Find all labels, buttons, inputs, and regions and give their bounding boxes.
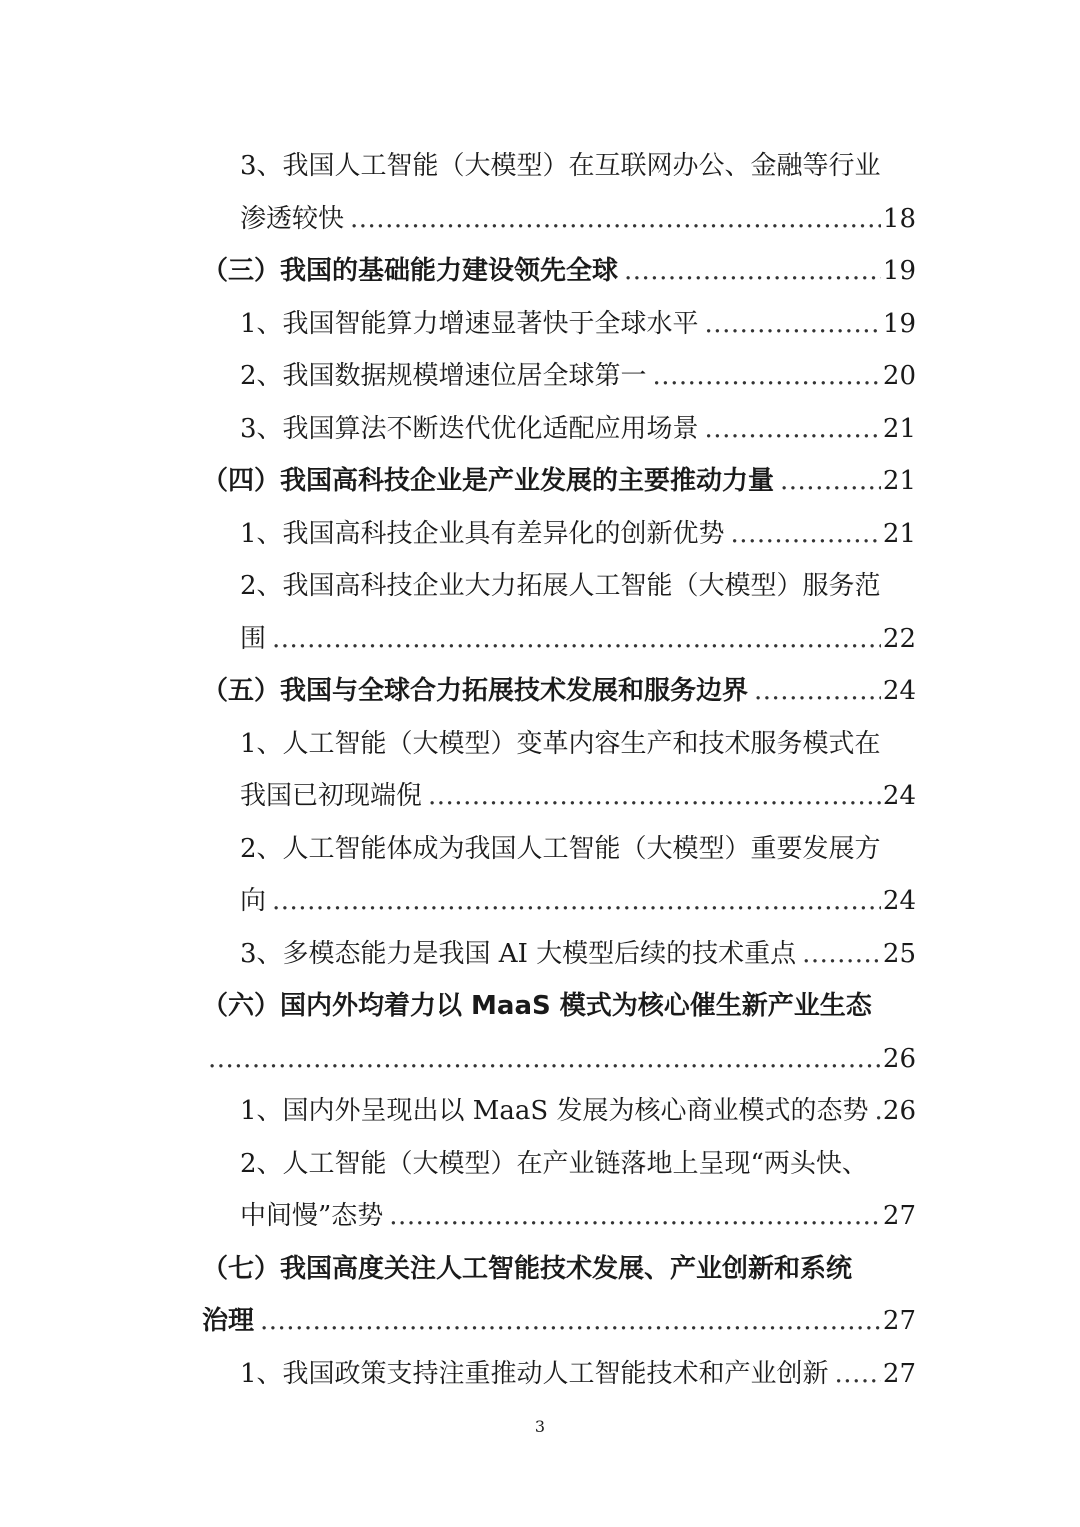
toc-entry[interactable] bbox=[202, 350, 916, 403]
toc-dot-leader bbox=[875, 1085, 881, 1138]
toc-page-number: 27 bbox=[882, 1358, 916, 1389]
page-number: 3 bbox=[534, 1417, 546, 1436]
toc-entry-text: 2、我国数据规模增速位居全球第一 bbox=[240, 361, 647, 391]
toc-page-number: 18 bbox=[882, 203, 916, 234]
toc-section-entry[interactable] bbox=[202, 455, 916, 508]
toc-page-number: 24 bbox=[882, 676, 916, 706]
toc-entry-text: 1、我国高科技企业具有差异化的创新优势 bbox=[240, 518, 725, 549]
toc-dot-leader bbox=[272, 875, 881, 928]
toc-page-number: 21 bbox=[882, 518, 916, 549]
toc-dot-leader bbox=[754, 665, 881, 718]
toc-page-number: 20 bbox=[882, 361, 916, 391]
toc-dot-leader bbox=[208, 1033, 881, 1086]
toc-entry[interactable] bbox=[202, 403, 916, 456]
toc-page-number: 24 bbox=[882, 781, 916, 811]
toc-page-number: 27 bbox=[882, 1201, 916, 1231]
toc-dot-leader bbox=[272, 613, 881, 666]
toc-entry-text: 2、人工智能体成为我国人工智能（大模型）重要发展方 bbox=[240, 833, 881, 864]
toc-entry-text: 3、我国算法不断迭代优化适配应用场景 bbox=[240, 413, 699, 444]
toc-dot-leader bbox=[350, 193, 881, 246]
toc-entry-text: （五）我国与全球合力拓展技术发展和服务边界 bbox=[202, 676, 749, 706]
toc-dot-leader bbox=[624, 245, 881, 298]
table-of-contents bbox=[202, 140, 916, 1400]
toc-entry[interactable] bbox=[202, 1138, 916, 1243]
toc-entry-text: 3、多模态能力是我国 AI 大模型后续的技术重点 bbox=[240, 938, 797, 969]
toc-entry[interactable] bbox=[202, 1085, 916, 1138]
toc-entry-text: （四）我国高科技企业是产业发展的主要推动力量 bbox=[202, 466, 775, 496]
toc-entry-text: 中间慢”态势 bbox=[240, 1201, 384, 1231]
toc-page-number: 26 bbox=[882, 1096, 916, 1126]
toc-entry[interactable] bbox=[202, 560, 916, 665]
toc-page-number: 25 bbox=[882, 938, 916, 969]
toc-entry-text: 1、国内外呈现出以 MaaS 发展为核心商业模式的态势 bbox=[240, 1096, 869, 1126]
toc-dot-leader bbox=[731, 508, 881, 561]
toc-page-number: 22 bbox=[882, 623, 916, 654]
toc-dot-leader bbox=[802, 928, 881, 981]
toc-entry-text: 2、我国高科技企业大力拓展人工智能（大模型）服务范 bbox=[240, 571, 881, 601]
toc-entry[interactable] bbox=[202, 508, 916, 561]
toc-entry-text: 1、人工智能（大模型）变革内容生产和技术服务模式在 bbox=[240, 728, 881, 759]
toc-dot-leader bbox=[653, 350, 881, 403]
toc-dot-leader bbox=[260, 1295, 881, 1348]
toc-dot-leader bbox=[835, 1348, 881, 1401]
toc-entry[interactable] bbox=[202, 298, 916, 351]
toc-entry-text: 渗透较快 bbox=[240, 203, 345, 234]
toc-dot-leader bbox=[705, 298, 881, 351]
toc-entry-text: （三）我国的基础能力建设领先全球 bbox=[202, 256, 619, 286]
toc-page-number: 19 bbox=[882, 308, 916, 339]
toc-entry-text: 向 bbox=[240, 886, 267, 916]
toc-section-entry[interactable] bbox=[202, 665, 916, 718]
toc-page-number: 21 bbox=[882, 466, 916, 496]
toc-entry-text: （六）国内外均着力以 MaaS 模式为核心催生新产业生态 bbox=[202, 991, 872, 1021]
toc-page-number: 24 bbox=[882, 886, 916, 916]
toc-page-number: 21 bbox=[882, 413, 916, 444]
toc-entry[interactable] bbox=[202, 928, 916, 981]
toc-entry-text: 2、人工智能（大模型）在产业链落地上呈现“两头快、 bbox=[240, 1148, 868, 1179]
toc-entry-text: 治理 bbox=[202, 1306, 255, 1336]
toc-entry-text: 3、我国人工智能（大模型）在互联网办公、金融等行业 bbox=[240, 151, 881, 181]
toc-entry-text: 1、我国政策支持注重推动人工智能技术和产业创新 bbox=[240, 1358, 829, 1389]
toc-section-entry[interactable] bbox=[202, 1243, 916, 1348]
toc-section-entry[interactable] bbox=[202, 980, 916, 1085]
toc-page-number: 19 bbox=[882, 256, 916, 286]
toc-entry[interactable] bbox=[202, 718, 916, 823]
toc-entry-text: （七）我国高度关注人工智能技术发展、产业创新和系统 bbox=[202, 1253, 853, 1284]
toc-entry[interactable] bbox=[202, 823, 916, 928]
toc-dot-leader bbox=[389, 1190, 881, 1243]
toc-entry-text: 围 bbox=[240, 623, 267, 654]
toc-dot-leader bbox=[780, 455, 881, 508]
toc-entry-text: 我国已初现端倪 bbox=[240, 781, 423, 811]
toc-entry-text: 1、我国智能算力增速显著快于全球水平 bbox=[240, 308, 699, 339]
toc-page-number: 27 bbox=[882, 1306, 916, 1336]
toc-page-number: 26 bbox=[882, 1043, 916, 1074]
toc-entry[interactable] bbox=[202, 1348, 916, 1401]
toc-dot-leader bbox=[705, 403, 881, 456]
toc-section-entry[interactable] bbox=[202, 245, 916, 298]
toc-entry[interactable] bbox=[202, 140, 916, 245]
toc-dot-leader bbox=[428, 770, 881, 823]
